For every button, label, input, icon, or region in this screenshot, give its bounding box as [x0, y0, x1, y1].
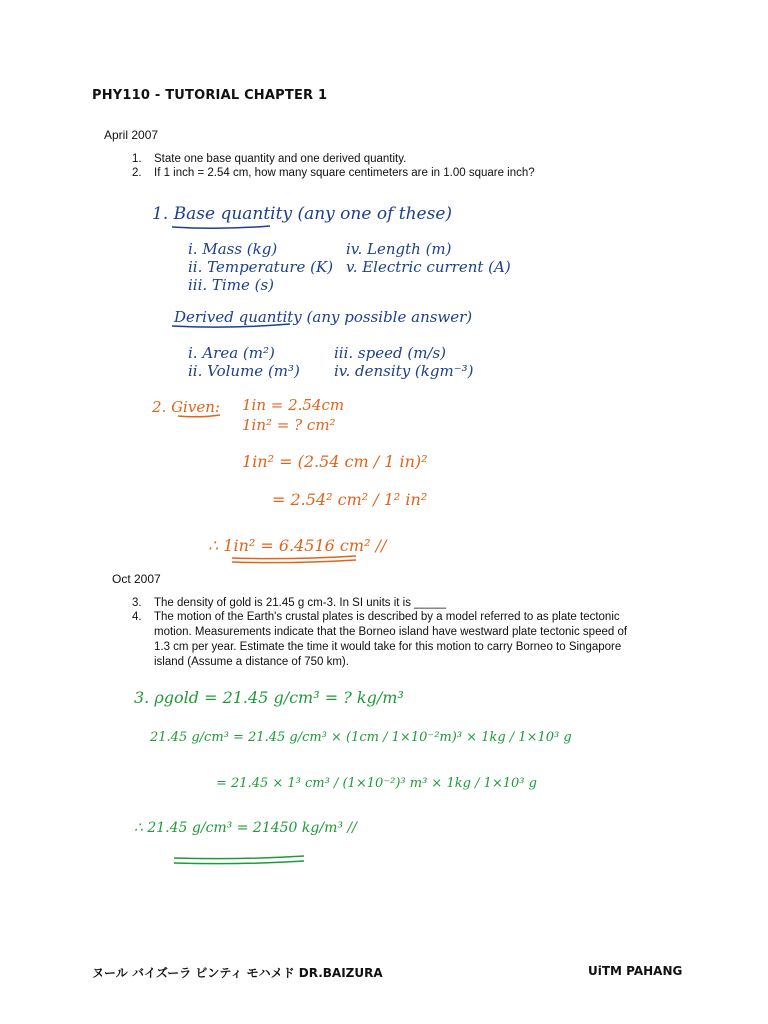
answer2-underline-1: [232, 556, 356, 559]
given-underline: [178, 415, 220, 417]
answer1-base-item: iv. Length (m): [346, 240, 452, 258]
answer2-line: 1in² = (2.54 cm / 1 in)²: [242, 452, 428, 471]
question-number: 2.: [132, 167, 142, 179]
answer2-given-label: 2. Given:: [152, 398, 220, 416]
answer1-derived-heading: Derived quantity (any possible answer): [174, 308, 473, 326]
answer2-underline-2: [232, 560, 356, 563]
question-text: The density of gold is 21.45 g cm-3. In SI units it is _____: [154, 597, 447, 609]
answer1-derived-item: iii. speed (m/s): [334, 344, 447, 362]
answer3-result: ∴ 21.45 g/cm³ = 21450 kg/m³ //: [134, 820, 357, 836]
answer2-result: ∴ 1in² = 6.4516 cm² //: [208, 536, 387, 555]
page-title: PHY110 - TUTORIAL CHAPTER 1: [92, 88, 328, 103]
question-text: The motion of the Earth's crustal plates is described by a model referred to as plate tectonic motion. Measurements indicate that the Borneo island have westward plate tectonic speed of 1.3 cm per year. Estimate the time it would take for this motion to carry Borneo to Singapore island (Assume a distance of 750 km).: [154, 611, 628, 668]
answer2-line: 1in = 2.54cm: [242, 396, 345, 414]
answer1-base-item: i. Mass (kg): [188, 240, 278, 258]
answer2-line: = 2.54² cm² / 1² in²: [272, 490, 428, 509]
answer1-base-item: v. Electric current (A): [346, 258, 511, 276]
footer-institution: UiTM PAHANG: [588, 964, 683, 978]
footer-author: ヌール バイズーラ ビンティ モハメド DR.BAIZURA: [92, 966, 383, 980]
answer1-base-item: iii. Time (s): [188, 276, 275, 294]
answer3-underline-1: [174, 856, 304, 859]
answer3-line: 3. ρgold = 21.45 g/cm³ = ? kg/m³: [134, 688, 404, 707]
question-text: If 1 inch = 2.54 cm, how many square centimeters are in 1.00 square inch?: [154, 167, 535, 179]
question-text: State one base quantity and one derived quantity.: [154, 153, 407, 165]
answer1-derived-item: i. Area (m²): [188, 344, 275, 362]
answer3-line: = 21.45 × 1³ cm³ / (1×10⁻²)³ m³ × 1kg / 1×10³ g: [216, 776, 537, 791]
section-april-label: April 2007: [104, 128, 159, 142]
answer2-line: 1in² = ? cm²: [242, 416, 336, 434]
answer3-line: 21.45 g/cm³ = 21.45 g/cm³ × (1cm / 1×10⁻²m)³ × 1kg / 1×10³ g: [150, 730, 572, 745]
answer1-base-heading: 1. Base quantity (any one of these): [152, 204, 453, 224]
section-oct-label: Oct 2007: [112, 572, 161, 586]
answer1-base-item: ii. Temperature (K): [188, 258, 334, 276]
answer1-derived-item: ii. Volume (m³): [188, 362, 300, 380]
answer3-underline-2: [174, 861, 304, 864]
question-number: 1.: [132, 153, 142, 165]
base-heading-underline: [172, 226, 270, 228]
answer1-derived-item: iv. density (kgm⁻³): [334, 362, 474, 380]
derived-heading-underline: [172, 324, 290, 327]
question-number: 4.: [132, 611, 142, 623]
question-number: 3.: [132, 597, 142, 609]
